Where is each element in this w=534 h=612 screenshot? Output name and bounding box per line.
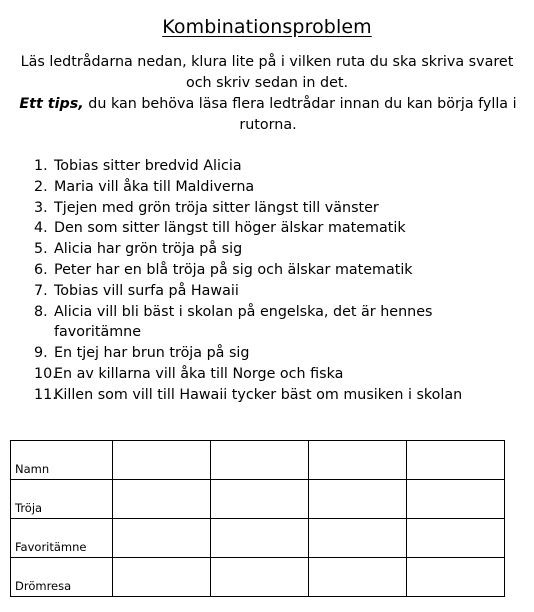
answer-cell[interactable] — [113, 441, 211, 480]
clue-item — [34, 198, 504, 219]
clue-item — [34, 343, 504, 364]
clue-item — [34, 260, 504, 281]
clue-text: Tjejen med grön tröja sitter längst till vänster — [54, 199, 379, 216]
answer-cell[interactable] — [211, 558, 309, 597]
clue-number: 2. — [34, 178, 48, 195]
clue-item — [34, 218, 504, 239]
page-title: Kombinationsproblem — [162, 16, 372, 38]
row-label: Drömresa — [11, 558, 113, 597]
clue-number: 6. — [34, 261, 48, 278]
clue-number: 4. — [34, 220, 48, 237]
answer-cell[interactable] — [407, 480, 505, 519]
answer-cell[interactable] — [309, 480, 407, 519]
tip-paragraph — [18, 94, 518, 136]
clue-number: 1. — [34, 158, 48, 174]
grid-row-favoritamne — [11, 519, 505, 558]
answer-cell[interactable] — [407, 441, 505, 480]
row-label: Tröja — [11, 480, 113, 519]
answer-cell[interactable] — [211, 480, 309, 519]
clue-item — [34, 364, 504, 385]
clue-text: Alicia vill bli bäst i skolan på engelska, det är hennes favoritämne — [54, 303, 433, 341]
clue-number: 7. — [34, 282, 48, 299]
clue-text: Tobias vill surfa på Hawaii — [54, 282, 239, 299]
answer-grid — [10, 440, 505, 597]
answer-cell[interactable] — [309, 441, 407, 480]
answer-cell[interactable] — [113, 480, 211, 519]
tip-label: Ett tips, — [19, 96, 84, 112]
tip-text: du kan behöva läsa flera ledtrådar innan du kan börja fylla i rutorna. — [83, 96, 517, 133]
answer-cell[interactable] — [113, 558, 211, 597]
answer-cell[interactable] — [211, 441, 309, 480]
answer-cell[interactable] — [309, 519, 407, 558]
clue-text: En tjej har brun tröja på sig — [54, 345, 250, 362]
answer-cell[interactable] — [211, 519, 309, 558]
clue-number: 9. — [34, 345, 48, 362]
answer-cell[interactable] — [407, 558, 505, 597]
row-label: Namn — [11, 441, 113, 480]
clue-text: Alicia har grön tröja på sig — [54, 241, 243, 258]
answer-cell[interactable] — [407, 519, 505, 558]
clue-number: 11. — [34, 386, 57, 403]
clue-text: Killen som vill till Hawaii tycker bäst om musiken i skolan — [54, 386, 463, 403]
grid-row-namn — [11, 441, 505, 480]
clue-item — [34, 385, 504, 406]
clue-number: 8. — [34, 303, 48, 320]
grid-row-troja — [11, 480, 505, 519]
clue-item — [34, 177, 504, 198]
clue-item — [34, 281, 504, 302]
instructions-line-2: och skriv sedan in det. — [185, 75, 349, 91]
clue-item — [34, 239, 504, 260]
clue-number: 10. — [34, 365, 57, 382]
clue-text: Den som sitter längst till höger älskar matematik — [54, 220, 406, 237]
instructions-line-1: Läs ledtrådarna nedan, klura lite på i vilken ruta du ska skriva svaret — [20, 54, 514, 70]
clue-list — [34, 156, 504, 406]
clue-item — [34, 156, 504, 177]
clue-text: Peter har en blå tröja på sig och älskar matematik — [54, 261, 413, 278]
instructions — [0, 52, 534, 94]
clue-text: Tobias sitter bredvid Alicia — [54, 158, 242, 174]
clue-item — [34, 302, 504, 344]
row-label: Favoritämne — [11, 519, 113, 558]
answer-cell[interactable] — [113, 519, 211, 558]
answer-cell[interactable] — [309, 558, 407, 597]
clue-text: En av killarna vill åka till Norge och fiska — [54, 365, 344, 382]
clue-number: 5. — [34, 241, 48, 258]
clue-text: Maria vill åka till Maldiverna — [54, 178, 255, 195]
clue-number: 3. — [34, 199, 48, 216]
grid-row-dromresa — [11, 558, 505, 597]
